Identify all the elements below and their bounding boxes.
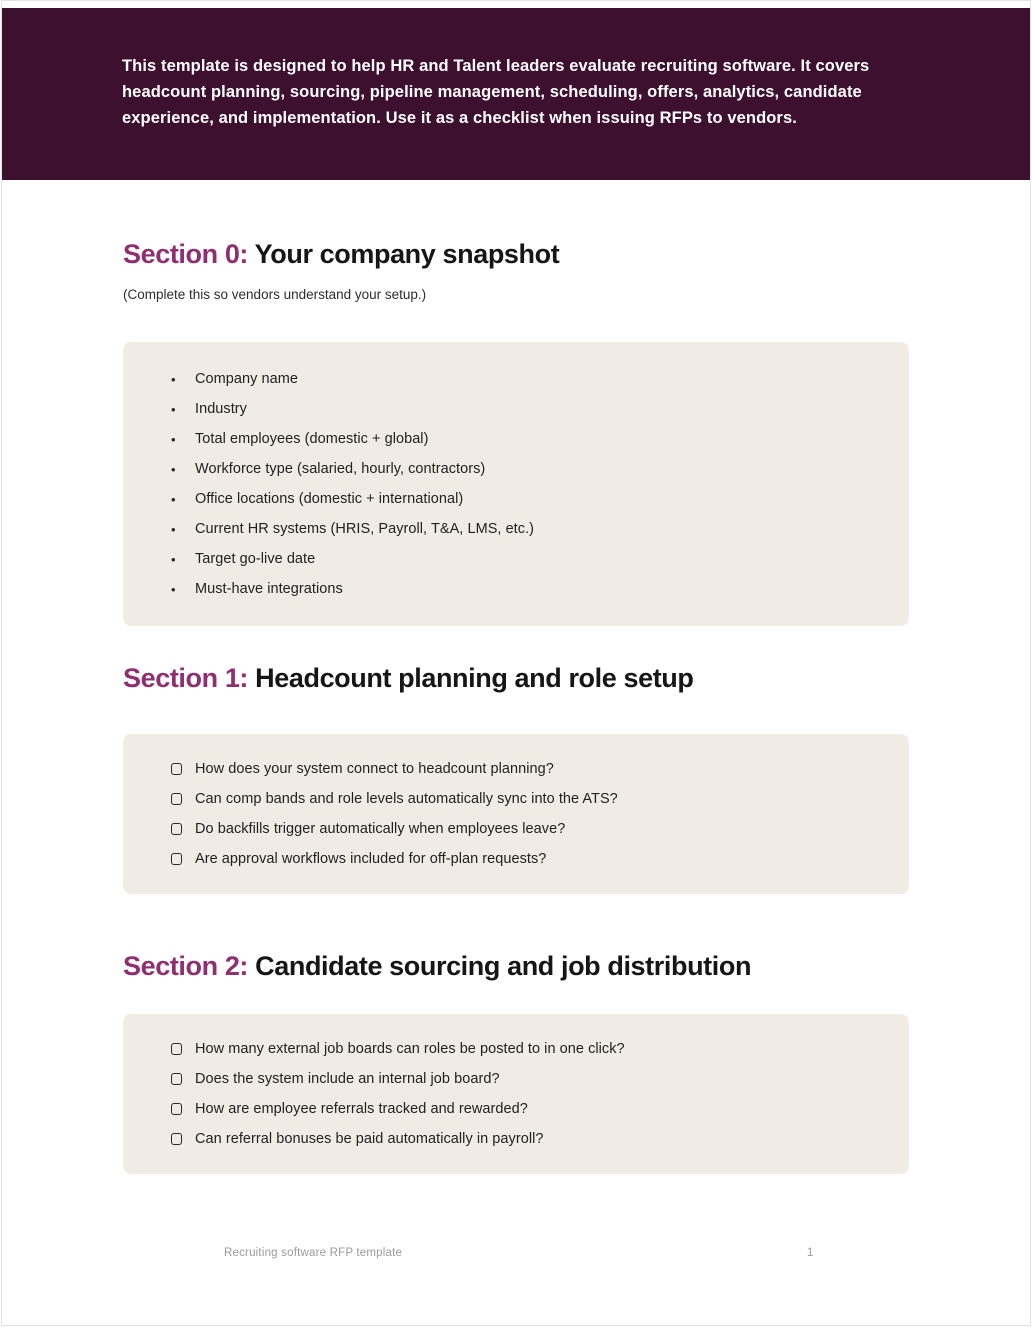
item-text: Must-have integrations: [195, 581, 343, 597]
section-2-heading: [123, 948, 909, 984]
item-text: Office locations (domestic + international): [195, 491, 464, 507]
item-text: How many external job boards can roles be posted to in one click?: [195, 1041, 625, 1057]
bullet-item: [171, 574, 869, 604]
section-0-title: Your company snapshot: [254, 239, 560, 269]
checkbox-icon[interactable]: [171, 1103, 182, 1115]
section-0-subtitle: (Complete this so vendors understand your setup.): [123, 287, 427, 302]
footer-document-title: Recruiting software RFP template: [224, 1247, 403, 1259]
bullet-icon: •: [171, 461, 176, 477]
section-0-heading: [123, 236, 909, 272]
checkbox-icon[interactable]: [171, 1073, 182, 1085]
page-content: [2, 236, 1030, 1174]
item-text: Does the system include an internal job board?: [195, 1071, 500, 1087]
bullet-item: [171, 454, 869, 484]
section-2: [123, 948, 909, 1174]
checkbox-icon[interactable]: [171, 763, 182, 775]
section-1-card: [123, 734, 909, 894]
bullet-icon: •: [171, 581, 176, 597]
checkbox-icon[interactable]: [171, 823, 182, 835]
bullet-icon: •: [171, 521, 176, 537]
bullet-item: [171, 484, 869, 514]
item-text: Company name: [195, 371, 298, 387]
bullet-icon: •: [171, 431, 176, 447]
section-0-card: [123, 342, 909, 626]
intro-text: This template is designed to help HR and Talent leaders evaluate recruiting software. It covers headcount planning, sourcing, pipeline management, scheduling, offers, analytics, candidate experience, and implementation. Use it as a checklist when issuing RFPs to vendors.: [122, 57, 870, 127]
checklist-item: [171, 1064, 869, 1094]
section-1-label: Section 1:: [123, 663, 249, 693]
item-text: Can comp bands and role levels automatically sync into the ATS?: [195, 791, 618, 807]
item-text: Industry: [195, 401, 247, 417]
item-text: How does your system connect to headcount planning?: [195, 761, 554, 777]
document-page: [1, 0, 1031, 1326]
bullet-item: [171, 514, 869, 544]
item-text: Do backfills trigger automatically when employees leave?: [195, 821, 566, 837]
intro-banner: [2, 8, 1030, 180]
checkbox-icon[interactable]: [171, 853, 182, 865]
checkbox-icon[interactable]: [171, 1133, 182, 1145]
checklist-item: [171, 1094, 869, 1124]
item-text: Can referral bonuses be paid automatically in payroll?: [195, 1131, 544, 1147]
item-text: Total employees (domestic + global): [195, 431, 429, 447]
bullet-item: [171, 424, 869, 454]
checklist-item: [171, 1034, 869, 1064]
bullet-icon: •: [171, 371, 176, 387]
checkbox-icon[interactable]: [171, 1043, 182, 1055]
checklist-item: [171, 784, 869, 814]
checklist-item: [171, 1124, 869, 1154]
section-2-title: Candidate sourcing and job distribution: [255, 951, 752, 981]
bullet-item: [171, 394, 869, 424]
bullet-icon: •: [171, 491, 176, 507]
item-text: Are approval workflows included for off-plan requests?: [195, 851, 547, 867]
bullet-icon: •: [171, 551, 176, 567]
item-text: How are employee referrals tracked and rewarded?: [195, 1101, 528, 1117]
section-1: [123, 660, 909, 894]
section-0-label: Section 0:: [123, 239, 249, 269]
section-0: [123, 236, 909, 626]
section-2-card: [123, 1014, 909, 1174]
section-1-title: Headcount planning and role setup: [255, 663, 694, 693]
page-number: 1: [807, 1247, 814, 1259]
bullet-icon: •: [171, 401, 176, 417]
checklist-item: [171, 844, 869, 874]
section-2-label: Section 2:: [123, 951, 249, 981]
checklist-item: [171, 814, 869, 844]
item-text: Workforce type (salaried, hourly, contractors): [195, 461, 486, 477]
bullet-item: [171, 364, 869, 394]
item-text: Target go-live date: [195, 551, 316, 567]
section-1-heading: [123, 660, 909, 696]
checklist-item: [171, 754, 869, 784]
checkbox-icon[interactable]: [171, 793, 182, 805]
bullet-item: [171, 544, 869, 574]
item-text: Current HR systems (HRIS, Payroll, T&A, LMS, etc.): [195, 521, 535, 537]
